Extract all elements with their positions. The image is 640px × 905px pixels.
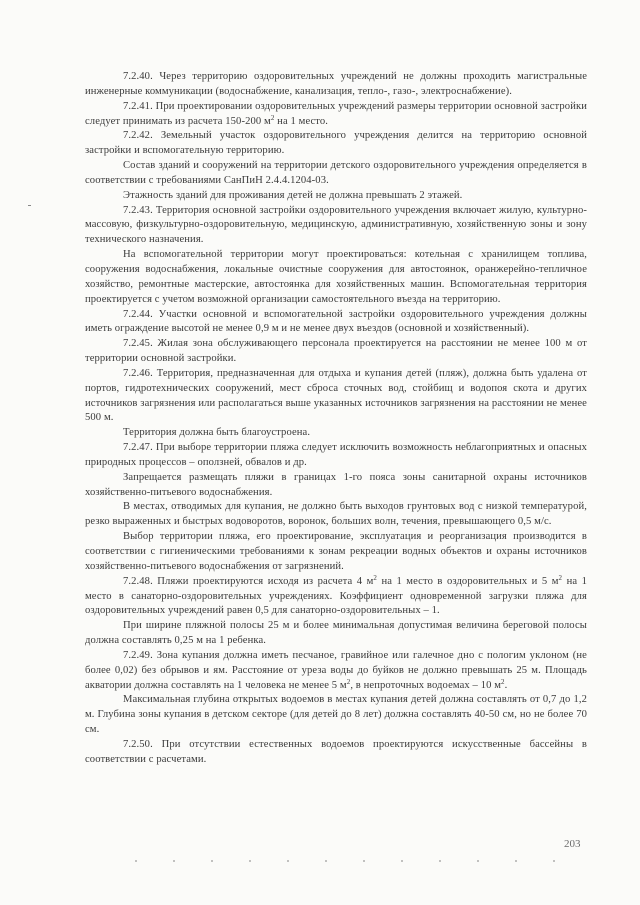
paragraph-storeys: Этажность зданий для проживания детей не должна превышать 2 этажей. xyxy=(123,189,463,201)
paragraph-beach-selection: Выбор территории пляжа, его проектирование, эксплуатация и реорганизация производится в соответствии с гигиеническими требованиями к зонам рекреации водных объектов и охраны источников хозяйственно-питьевого водоснабжения от загрязнений. xyxy=(85,531,587,572)
paragraph-landscaping: Территория должна быть благоустроена. xyxy=(123,427,311,439)
paragraph-7-2-50: 7.2.50. При отсутствии естественных водоемов проектируются искусственные бассейны в соответствии с расчетами. xyxy=(85,738,587,765)
paragraph-buildings-composition: Состав зданий и сооружений на территории детского оздоровительного учреждения определяется в соответствии с требованиями СанПиН 2.4.4.1204-03. xyxy=(85,160,587,186)
scan-noise-line xyxy=(135,860,575,862)
paragraph-bathing-places: В местах, отводимых для купания, не должно быть выходов грунтовых вод с низкой температурой, резко выраженных и быстрых водоворотов, воронок, больших волн, течения, превышающего 0,5 м/с. xyxy=(85,501,587,528)
paragraph-7-2-43: 7.2.43. Территория основной застройки оздоровительного учреждения включает жилую, культурно-массовую, физкультурно-оздоровительную, медицинскую, административную, хозяйственную зоны и зону технического назначения. xyxy=(85,204,587,246)
paragraph-auxiliary-territory: На вспомогательной территории могут проектироваться: котельная с хранилищем топлива, сооружения водоснабжения, локальные очистные сооружения для автостоянок, оранжерейно-тепличное хозяйство, ремонтные мастерские, автостоянка для хозяйственных машин. Вспомогательная территория проектируется с учетом возможной организации самостоятельного въезда на территорию. xyxy=(85,249,587,305)
page-number: 203 xyxy=(564,838,581,850)
paragraph-7-2-40: 7.2.40. Через территорию оздоровительных учреждений не должны проходить магистральные инженерные коммуникации (водоснабжение, канализация, тепло-, газо-, электроснабжение). xyxy=(85,71,587,97)
paragraph-beach-prohibition: Запрещается размещать пляжи в границах 1-го пояса зоны санитарной охраны источников хозяйственно-питьевого водоснабжения. xyxy=(85,471,587,498)
paragraph-max-depth: Максимальная глубина открытых водоемов в местах купания детей должна составлять от 0,7 до 1,2 м. Глубина зоны купания в детском секторе (для детей до 8 лет) должна составлять 40-50 см, но не более 70 см. xyxy=(85,694,587,736)
paragraph-beach-width: При ширине пляжной полосы 25 м и более минимальная допустимая величина береговой полосы должна составлять 0,25 м на 1 ребенка. xyxy=(85,620,587,647)
paragraph-7-2-42: 7.2.42. Земельный участок оздоровительного учреждения делится на территорию основной застройки и вспомогательную территорию. xyxy=(85,130,587,157)
scan-speck xyxy=(28,205,31,206)
paragraph-7-2-49: 7.2.49. Зона купания должна иметь песчаное, гравийное или галечное дно с пологим уклоном (не более 0,02) без обрывов и ям. Расстояние от уреза воды до буйков не должно превышать 25 м. Площадь акватории должна составлять на 1 человека не менее 5 $м^2$, в непроточных водоемах – 10 $м^2$. xyxy=(85,649,587,691)
paragraph-7-2-45: 7.2.45. Жилая зона обслуживающего персонала проектируется на расстоянии не менее 100 м от территории основной застройки. xyxy=(85,338,587,365)
paragraph-7-2-46: 7.2.46. Территория, предназначенная для отдыха и купания детей (пляж), должна быть удалена от портов, гидротехнических сооружений, мест сброса сточных вод, стойбищ и водопоя скота и других источников загрязнения или располагаться выше указанных источников загрязнения на расстоянии не менее 500 м. xyxy=(85,367,587,424)
paragraph-7-2-47: 7.2.47. При выборе территории пляжа следует исключить возможность неблагоприятных и опасных природных процессов – оползней, обвалов и др. xyxy=(85,442,587,468)
document-body xyxy=(85,70,587,768)
paragraph-7-2-48: 7.2.48. Пляжи проектируются исходя из расчета 4 $м^2$ на 1 место в оздоровительных и 5 $м^2$ на 1 место в санаторно-оздоровительных учреждениях. Коэффициент одновременной загрузки пляжа для оздоровительных учреждений равен 0,5 для санаторно-оздоровительных – 1. xyxy=(85,573,587,617)
paragraph-7-2-41: 7.2.41. При проектировании оздоровительных учреждений размеры территории основной застройки следует принимать из расчета 150-200 $м^2$ на 1 место. xyxy=(85,100,587,127)
paragraph-7-2-44: 7.2.44. Участки основной и вспомогательной застройки оздоровительного учреждения должны иметь ограждение высотой не менее 0,9 м и не менее двух въездов (основной и хозяйственный). xyxy=(85,308,587,335)
